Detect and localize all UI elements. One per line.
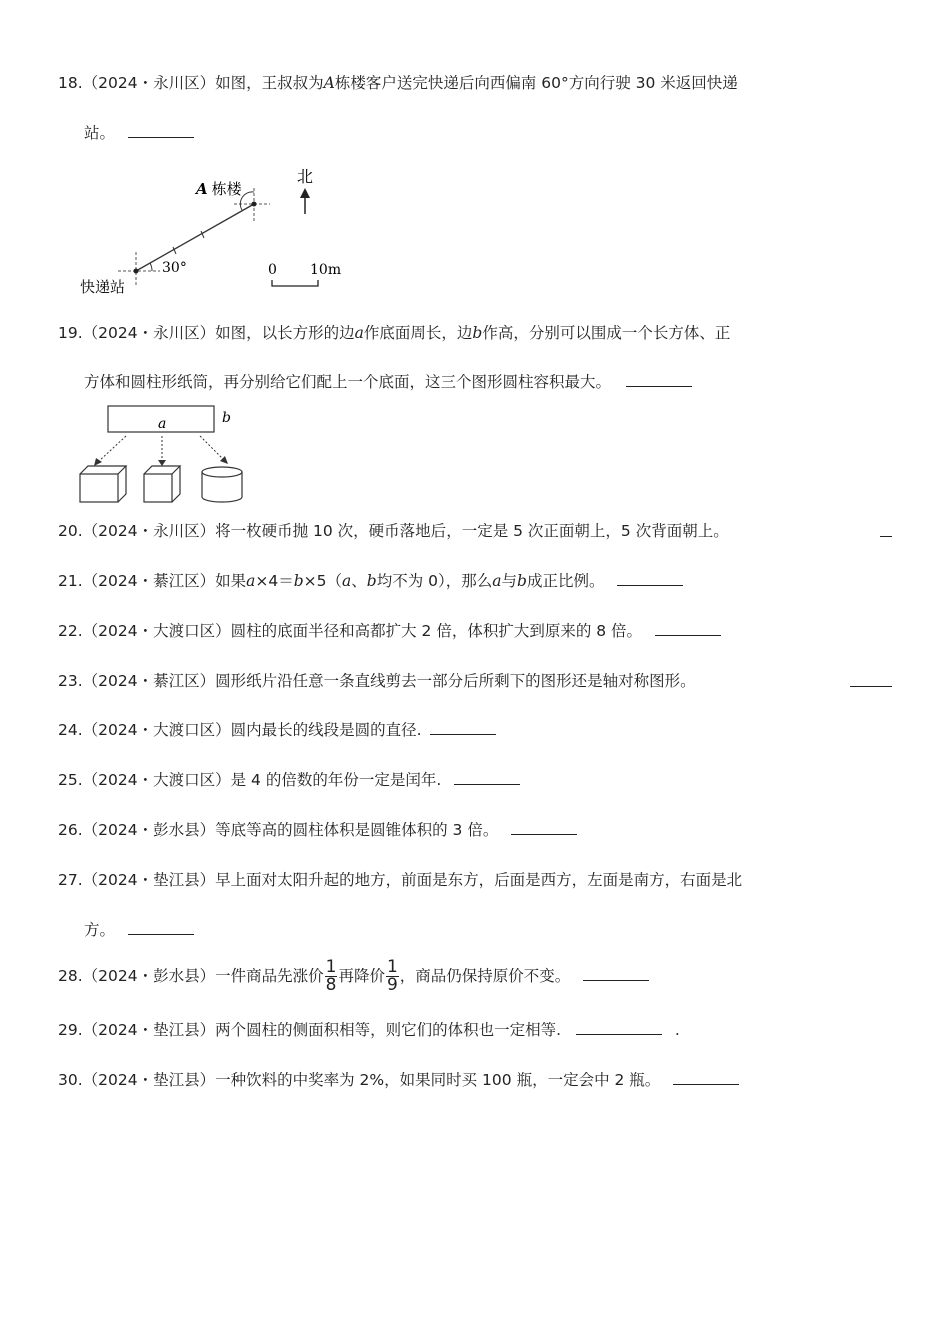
question-24: 24.（2024・大渡口区）圆内最长的线段是圆的直径. bbox=[58, 719, 496, 741]
station-label: 快递站 bbox=[80, 278, 126, 296]
angle-label: 30° bbox=[162, 260, 187, 276]
answer-blank-24[interactable] bbox=[430, 720, 496, 735]
fraction-one-eighth: $\frac{1}{8}$ bbox=[325, 957, 337, 995]
figure-19-rectangle-to-solids bbox=[74, 404, 254, 504]
north-arrow-icon bbox=[300, 188, 310, 198]
side-a-label: a bbox=[158, 416, 167, 432]
cuboid-shape bbox=[80, 466, 126, 502]
cylinder-shape bbox=[202, 467, 242, 502]
answer-blank-26[interactable] bbox=[511, 820, 577, 835]
answer-blank-20[interactable] bbox=[880, 522, 892, 537]
question-19: 19.（2024・永川区）如图，以长方形的边a作底面周长，边b作高，分别可以围成一个长方体、正 bbox=[58, 324, 731, 342]
question-18: 18.（2024・永川区）如图，王叔叔为A栋楼客户送完快递后向西偏南 60°方向行驶 30 米返回快递 bbox=[58, 74, 738, 92]
side-b-label: b bbox=[222, 410, 231, 426]
question-18-continued: 站。 bbox=[84, 122, 194, 144]
scale-bar bbox=[272, 280, 318, 286]
question-19-continued: 方体和圆柱形纸筒，再分别给它们配上一个底面，这三个图形圆柱容积最大。 bbox=[84, 371, 692, 393]
question-27: 27.（2024・垫江县）早上面对太阳升起的地方，前面是东方，后面是西方，左面是南方，右面是北 bbox=[58, 871, 743, 889]
answer-blank-27[interactable] bbox=[128, 920, 194, 935]
question-26: 26.（2024・彭水县）等底等高的圆柱体积是圆锥体积的 3 倍。 bbox=[58, 819, 577, 841]
scale-zero-label: 0 bbox=[268, 262, 277, 278]
answer-blank-18[interactable] bbox=[128, 123, 194, 138]
answer-blank-21[interactable] bbox=[617, 571, 683, 586]
answer-blank-19[interactable] bbox=[626, 372, 692, 387]
question-23: 23.（2024・綦江区）圆形纸片沿任意一条直线剪去一部分后所剩下的图形还是轴对称图形。 bbox=[58, 672, 696, 690]
question-29: 29.（2024・垫江县）两个圆柱的侧面积相等，则它们的体积也一定相等. . bbox=[58, 1021, 680, 1039]
figure-18-direction-diagram bbox=[74, 160, 354, 302]
scale-length-label: 10m bbox=[310, 262, 342, 278]
svg-text:A栋楼 bbox=[194, 180, 243, 198]
answer-blank-23[interactable] bbox=[850, 672, 892, 687]
building-label: 栋楼 bbox=[211, 180, 242, 198]
answer-blank-29[interactable] bbox=[576, 1020, 662, 1035]
building-var-label: A bbox=[196, 180, 208, 198]
answer-blank-25[interactable] bbox=[454, 770, 520, 785]
fraction-one-ninth: $\frac{1}{9}$ bbox=[386, 957, 398, 995]
answer-blank-30[interactable] bbox=[673, 1070, 739, 1085]
answer-blank-22[interactable] bbox=[655, 621, 721, 636]
question-30: 30.（2024・垫江县）一种饮料的中奖率为 2%，如果同时买 100 瓶，一定会中 2 瓶。 bbox=[58, 1069, 739, 1091]
cube-shape bbox=[144, 466, 180, 502]
question-21: 21.（2024・綦江区）如果a×4＝b×5（a、b均不为 0），那么a与b成正比例。 bbox=[58, 570, 683, 592]
question-20: 20.（2024・永川区）将一枚硬币抛 10 次，硬币落地后，一定是 5 次正面朝上，5 次背面朝上。 bbox=[58, 522, 729, 540]
question-22: 22.（2024・大渡口区）圆柱的底面半径和高都扩大 2 倍，体积扩大到原来的 8 倍。 bbox=[58, 620, 721, 642]
question-27-continued: 方。 bbox=[84, 919, 194, 941]
answer-blank-28[interactable] bbox=[583, 966, 649, 981]
north-label: 北 bbox=[297, 167, 314, 186]
question-25: 25.（2024・大渡口区）是 4 的倍数的年份一定是闰年. bbox=[58, 769, 520, 791]
question-28: 28.（2024・彭水县）一件商品先涨价 $\frac{1}{8}$ 再降价 $\frac{1}{9}$ ，商品仍保持原价不变。 bbox=[58, 956, 649, 996]
